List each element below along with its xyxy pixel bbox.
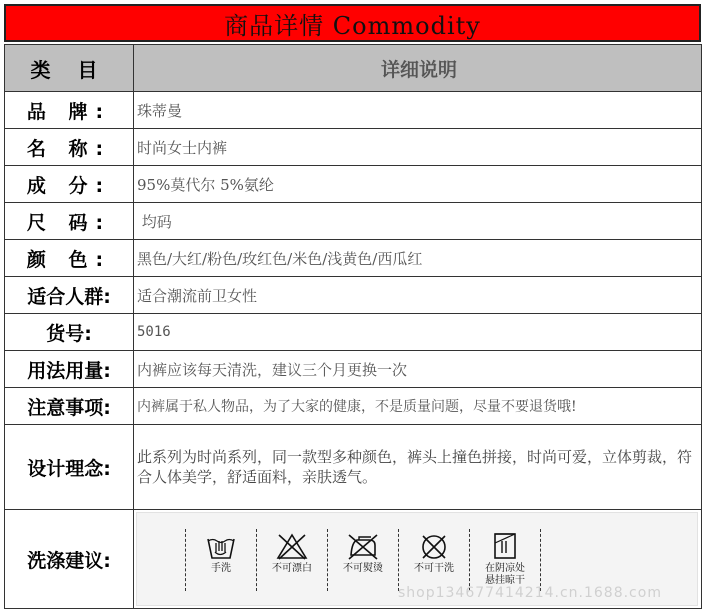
row-label: 尺 码: <box>5 203 134 240</box>
table-row <box>5 351 702 388</box>
wash-item <box>185 529 256 591</box>
shade-dry-icon <box>488 531 522 561</box>
wash-label: 在阴凉处 悬挂晾干 <box>485 563 525 586</box>
row-value: 均码 <box>134 203 702 240</box>
table-row <box>5 129 702 166</box>
table-row <box>5 166 702 203</box>
row-value: 5016 <box>134 314 702 351</box>
row-value: 珠蒂曼 <box>134 92 702 129</box>
category-header: 类 目 <box>5 45 134 92</box>
wash-label: 不可漂白 <box>272 563 312 574</box>
table-header-row <box>5 45 702 92</box>
detail-header: 详细说明 <box>134 45 702 92</box>
no-bleach-icon <box>275 531 309 561</box>
row-label: 颜 色: <box>5 240 134 277</box>
row-value: 适合潮流前卫女性 <box>134 277 702 314</box>
row-value: 95%莫代尔 5%氨纶 <box>134 166 702 203</box>
row-value: 内裤属于私人物品，为了大家的健康，不是质量问题，尽量不要退货哦! <box>134 388 702 425</box>
hand-wash-icon <box>204 531 238 561</box>
table-row <box>5 314 702 351</box>
row-label: 用法用量: <box>5 351 134 388</box>
row-label: 适合人群: <box>5 277 134 314</box>
no-dry-clean-icon <box>417 531 451 561</box>
table-row <box>5 277 702 314</box>
row-label: 注意事项: <box>5 388 134 425</box>
store-watermark: shop134677414214.cn.1688.com <box>398 585 662 601</box>
wash-item <box>398 529 469 591</box>
row-value: 内裤应该每天清洗，建议三个月更换一次 <box>134 351 702 388</box>
table-row <box>5 425 702 510</box>
row-label: 成 分: <box>5 166 134 203</box>
wash-item <box>256 529 327 591</box>
row-label: 货号: <box>5 314 134 351</box>
page-title: 商品详情 Commodity <box>4 4 701 42</box>
row-value: 黑色/大红/粉色/玫红色/米色/浅黄色/西瓜红 <box>134 240 702 277</box>
no-iron-icon <box>346 531 380 561</box>
wash-label: 不可干洗 <box>414 563 454 574</box>
wash-label: 手洗 <box>211 563 231 574</box>
commodity-table <box>4 44 702 609</box>
wash-item <box>469 529 541 591</box>
table-row <box>5 203 702 240</box>
table-row <box>5 92 702 129</box>
table-row <box>5 388 702 425</box>
row-label: 洗涤建议: <box>5 510 134 609</box>
row-value: 此系列为时尚系列，同一款型多种颜色，裤头上撞色拼接，时尚可爱，立体剪裁，符合人体美学，舒适面料，亲肤透气。 <box>134 425 702 510</box>
row-value: 时尚女士内裤 <box>134 129 702 166</box>
table-row <box>5 240 702 277</box>
row-label: 设计理念: <box>5 425 134 510</box>
wash-label: 不可熨烫 <box>343 563 383 574</box>
row-label: 品 牌: <box>5 92 134 129</box>
wash-item <box>327 529 398 591</box>
row-label: 名 称: <box>5 129 134 166</box>
